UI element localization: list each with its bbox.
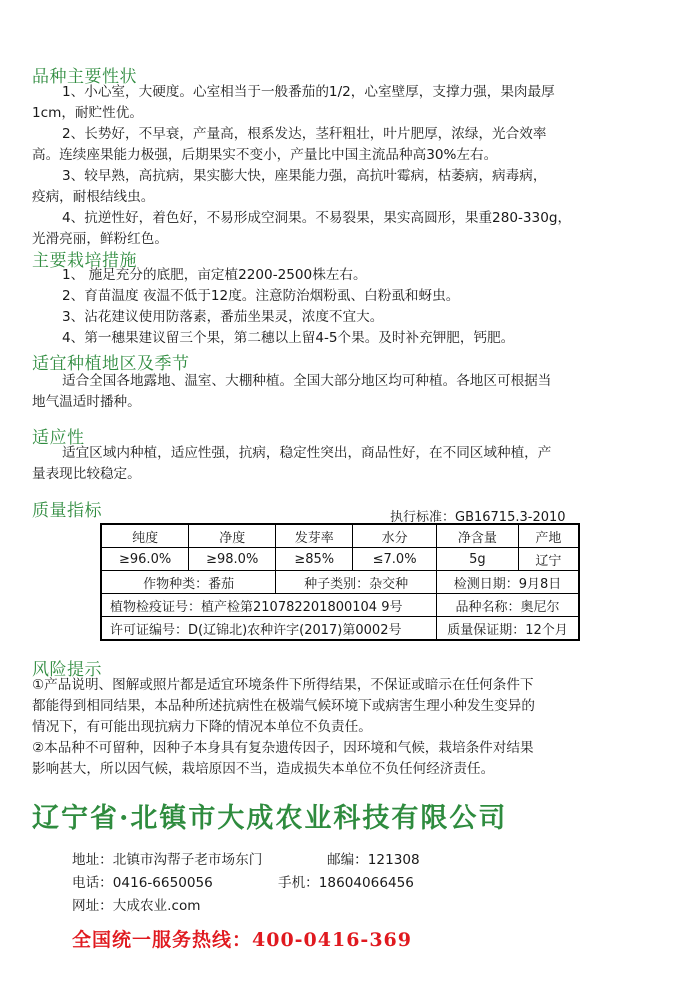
text-line: 4、抗逆性好，着色好，不易形成空洞果。不易裂果，果实高圆形，果重280-330g，	[62, 210, 572, 226]
table-header-row	[101, 524, 579, 548]
cultivation-text	[32, 265, 668, 349]
text-line: 1、小心室，大硬度。心室相当于一般番茄的1/2，心室壁厚，支撑力强，果肉最厚	[62, 84, 555, 100]
text-line: 量表现比较稳定。	[32, 466, 141, 482]
table-cell: ≥96.0%	[101, 548, 189, 571]
text-line: 1cm，耐贮性优。	[32, 105, 143, 121]
section-title-quality: 质量指标	[32, 501, 102, 521]
table-row	[101, 594, 579, 617]
seed-type-cell: 种子类别：杂交种	[276, 571, 437, 594]
table-cell: 5g	[436, 548, 518, 571]
test-date-cell: 检测日期：9月8日	[436, 571, 579, 594]
table-row	[101, 571, 579, 594]
website-text: 网址：大成农业.com	[72, 898, 201, 914]
address-text: 地址：北镇市沟帮子老市场东门	[72, 852, 263, 868]
quality-table	[100, 523, 580, 641]
text-line: 2、育苗温度 夜温不低于12度。注意防治烟粉虱、白粉虱和蚜虫。	[62, 288, 460, 304]
mobile-text: 手机：18604066456	[278, 875, 414, 891]
company-name: 辽宁省·北镇市大成农业科技有限公司	[32, 803, 508, 834]
text-line: ②本品种不可留种，因种子本身具有复杂遗传因子，因环境和气候，栽培条件对结果	[32, 740, 534, 756]
text-line: 光滑亮丽，鲜粉红色。	[32, 231, 168, 247]
text-line: 地气温适时播种。	[32, 394, 141, 410]
text-line: ①产品说明、图解或照片都是适宜环境条件下所得结果，不保证或暗示在任何条件下	[32, 677, 534, 693]
text-line: 情况下，有可能出现抗病力下降的情况本单位不负责任。	[32, 719, 372, 735]
phone-text: 电话：0416-6650056	[72, 875, 213, 891]
text-line: 2、长势好，不早衰，产量高，根系发达，茎秆粗壮，叶片肥厚，浓绿，光合效率	[62, 126, 547, 142]
table-header-cell: 净度	[189, 524, 276, 548]
section-title-traits: 品种主要性状	[32, 67, 137, 87]
text-line: 适合全国各地露地、温室、大棚种植。全国大部分地区均可种植。各地区可根据当	[62, 373, 552, 389]
postcode-text: 邮编：121308	[327, 852, 420, 868]
table-header-cell: 净含量	[436, 524, 518, 548]
text-line: 4、第一穗果建议留三个果，第二穗以上留4-5个果。及时补充钾肥，钙肥。	[62, 330, 515, 346]
table-header-cell: 纯度	[101, 524, 189, 548]
license-cell: 许可证编号：D(辽锦北)农种许字(2017)第0002号	[101, 617, 436, 641]
crop-type-cell: 作物种类：番茄	[101, 571, 276, 594]
section-title-adaptability: 适应性	[32, 428, 85, 448]
text-line: 3、较早熟，高抗病，果实膨大快，座果能力强，高抗叶霉病，枯萎病，病毒病，	[62, 168, 547, 184]
table-row	[101, 617, 579, 641]
text-line: 影响甚大，所以因气候，栽培原因不当，造成损失本单位不负任何经济责任。	[32, 761, 495, 777]
regions-text	[32, 371, 668, 413]
text-line: 高。连续座果能力极强，后期果实不变小，产量比中国主流品种高30%左右。	[32, 147, 498, 163]
text-line: 1、 施足充分的底肥，亩定植2200-2500株左右。	[62, 267, 367, 283]
text-line: 3、沾花建议使用防落素，番茄坐果灵，浓度不宜大。	[62, 309, 384, 325]
risk-text	[32, 675, 668, 780]
text-line: 都能得到相同结果，本品种所述抗病性在极端气候环境下或病害生理小种发生变异的	[32, 698, 535, 714]
table-cell: ≥85%	[276, 548, 353, 571]
section-title-risk: 风险提示	[32, 660, 102, 680]
table-cell: 辽宁	[518, 548, 579, 571]
adaptability-text	[32, 443, 668, 485]
table-header-cell: 发芽率	[276, 524, 353, 548]
variety-cell: 品种名称：奥尼尔	[436, 594, 579, 617]
text-line: 适宜区域内种植，适应性强，抗病，稳定性突出，商品性好，在不同区域种植，产	[62, 445, 552, 461]
guarantee-cell: 质量保证期：12个月	[436, 617, 579, 641]
table-header-cell: 水分	[353, 524, 437, 548]
text-line: 疫病，耐根结线虫。	[32, 189, 155, 205]
table-cell: ≥98.0%	[189, 548, 276, 571]
traits-text	[32, 82, 668, 250]
table-header-cell: 产地	[518, 524, 579, 548]
standard-label: 执行标准：GB16715.3-2010	[390, 510, 566, 525]
table-cell: ≤7.0%	[353, 548, 437, 571]
section-title-cultivation: 主要栽培措施	[32, 251, 137, 271]
table-value-row	[101, 548, 579, 571]
service-hotline: 全国统一服务热线：400-0416-369	[72, 929, 412, 951]
section-title-regions: 适宜种植地区及季节	[32, 354, 190, 374]
quarantine-cell: 植物检疫证号：植产检第210782201800104 9号	[101, 594, 436, 617]
